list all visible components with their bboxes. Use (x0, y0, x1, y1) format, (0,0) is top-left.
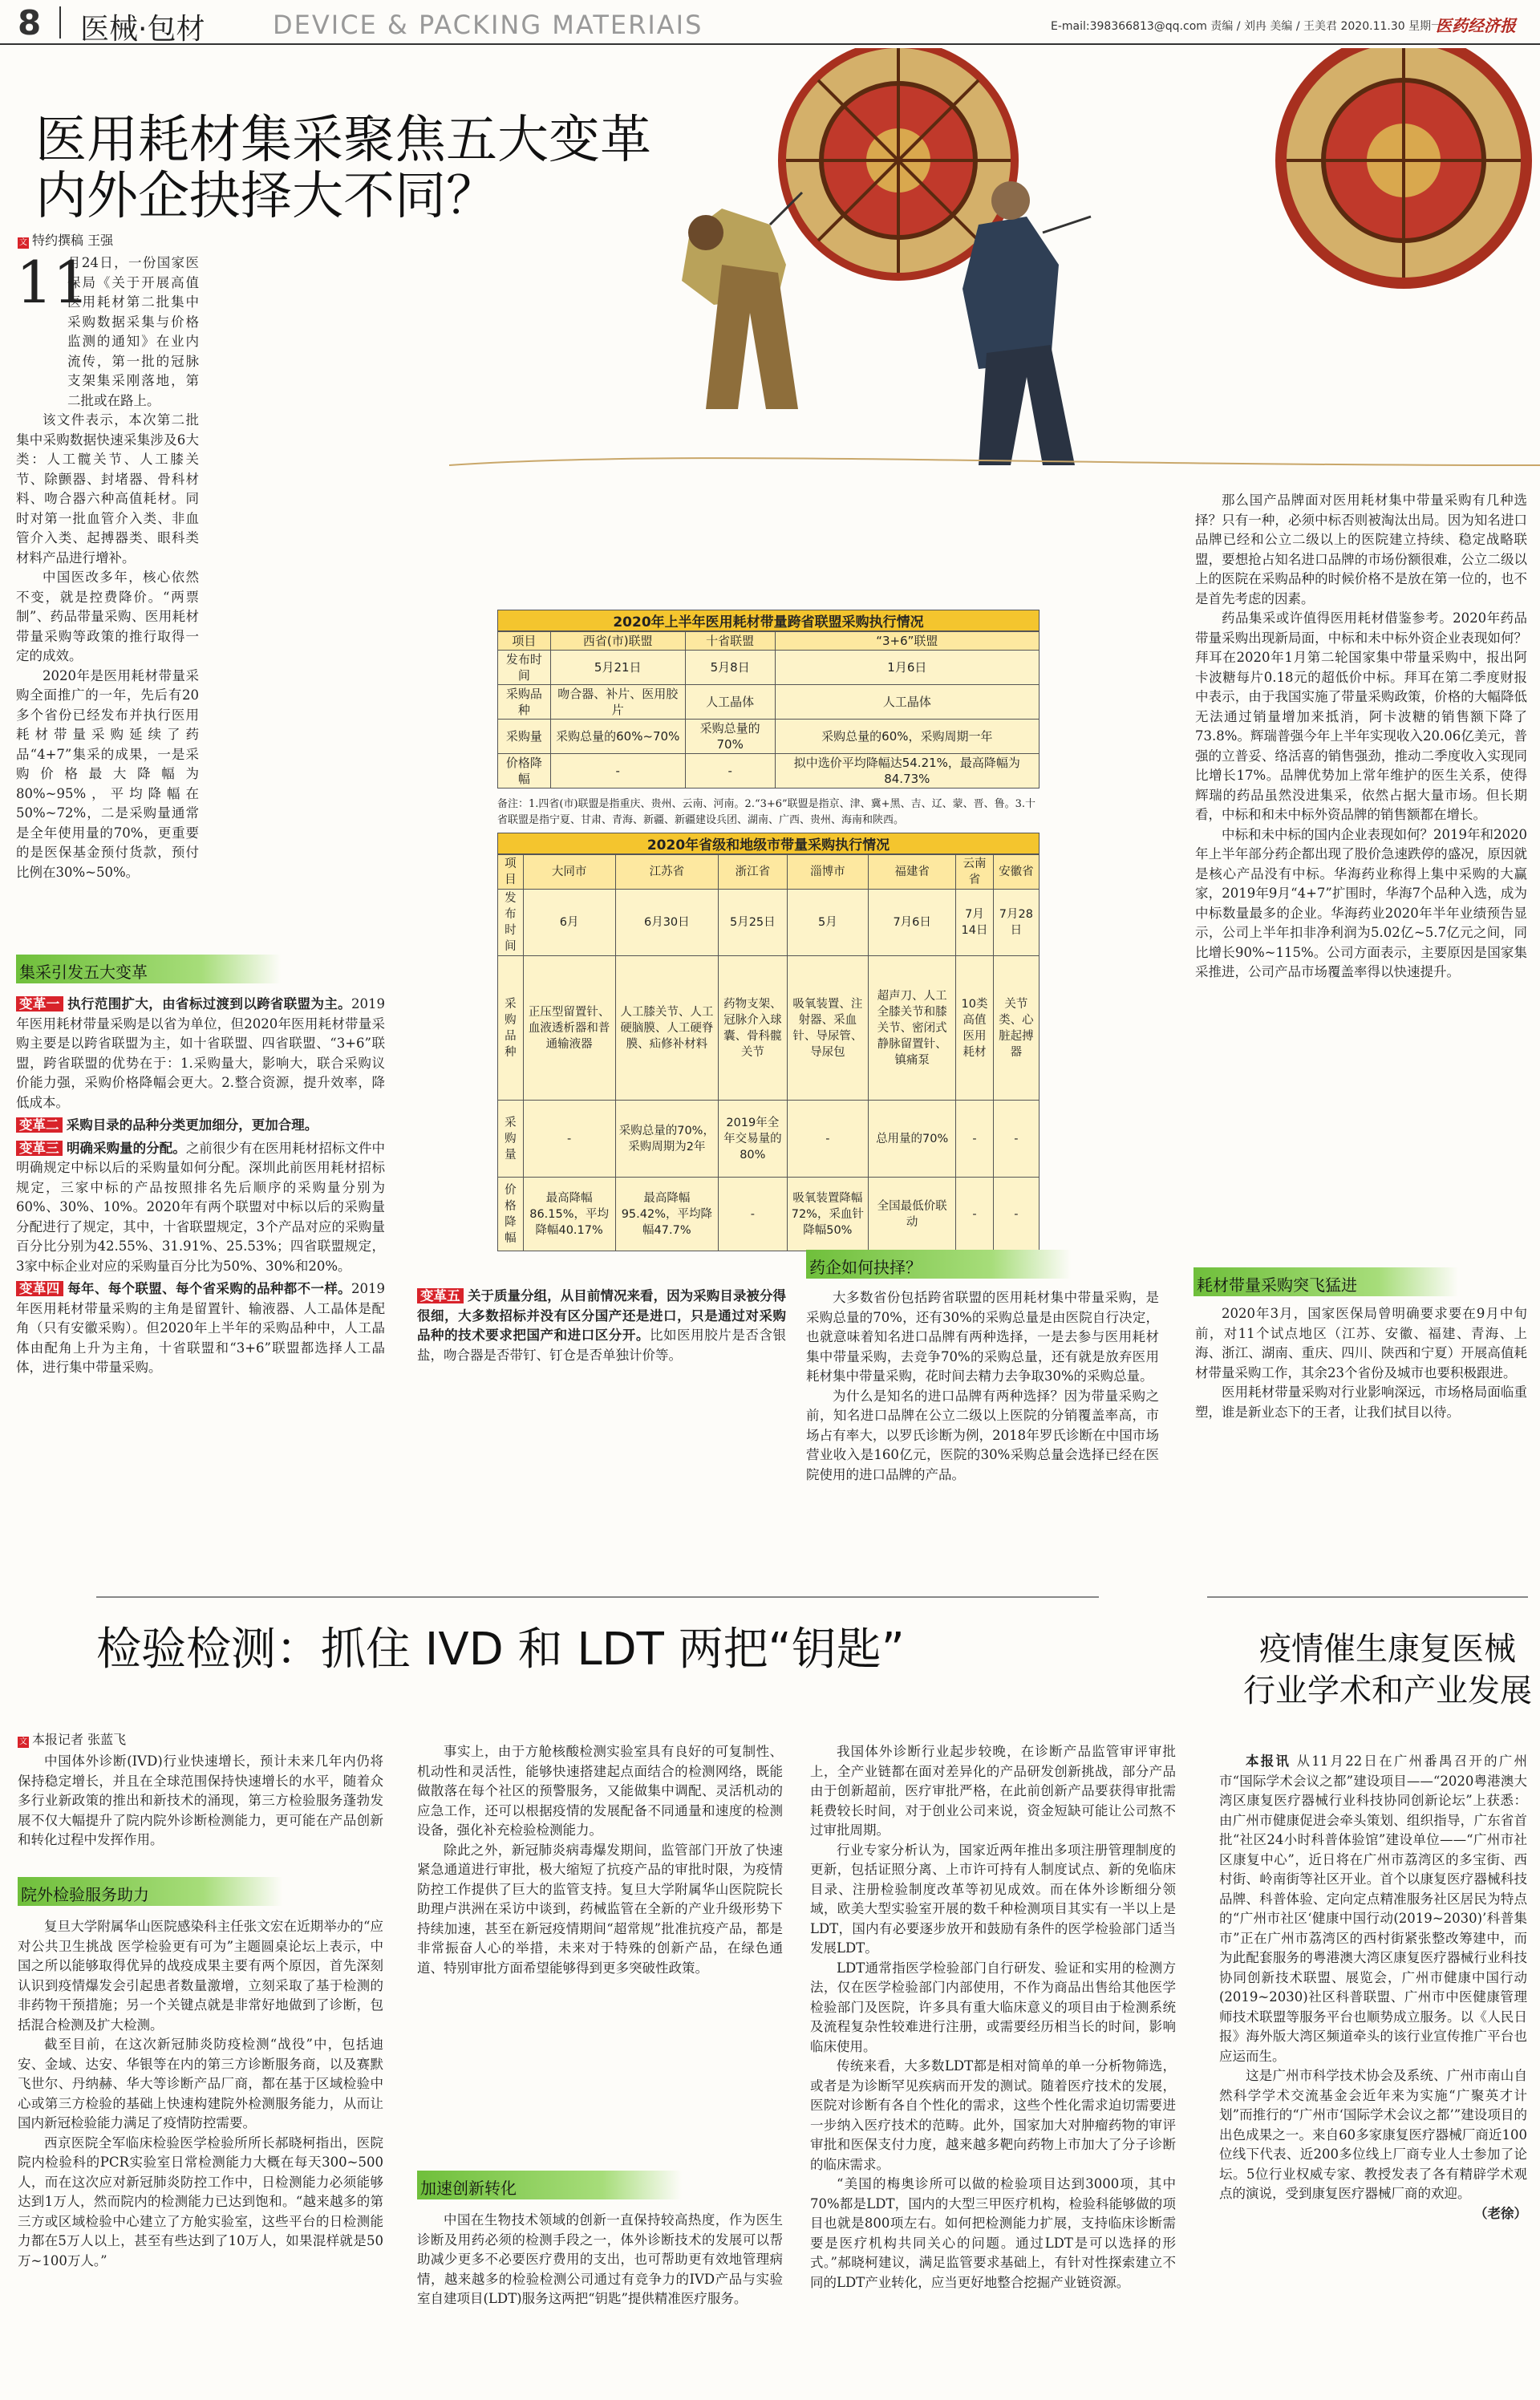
article1-column-4b (1195, 1304, 1527, 1422)
table-cell: 关节类、心脏起搏器 (993, 956, 1039, 1101)
table-header: 十省联盟 (685, 632, 775, 651)
table-cell: - (719, 1178, 787, 1251)
subheading-text: 加速创新转化 (420, 2179, 517, 2198)
table-header: 浙江省 (719, 855, 787, 890)
paragraph: 为什么是知名的进口品牌有两种选择？因为带量采购之前，知名进口品牌在公立二级以上医院的分销覆盖率高，市场占有率大，以罗氏诊断为例，2018年罗氏诊断在中国市场营业收入是160亿元，医院的30%采购总量会选择已经在医院使用的进口品牌的产品。 (806, 1388, 1159, 1482)
paragraph: 医用耗材带量采购对行业影响深远，市场格局面临重塑，谁是新业态下的王者，让我们拭目以待。 (1195, 1384, 1527, 1420)
article2-column-1 (18, 1752, 383, 1851)
table2 (497, 854, 1040, 1251)
subheading-a2-2 (417, 2171, 682, 2199)
table-cell: 最高降幅86.15%，平均降幅40.17% (523, 1178, 615, 1251)
table-cell: 拟中选价平均降幅达54.21%，最高降幅为84.73% (775, 754, 1039, 789)
paragraph: LDT通常指医学检验部门自行研发、验证和实用的检测方法，仅在医学检验部门内部使用，不作为商品出售给其他医学检验部门及医院，许多具有重大临床意义的项目由于检测系统及流程复杂性较难进行注册，或需要经历相当长的时间，影响临床使用。 (810, 1960, 1176, 2054)
table-cell: 6月 (523, 890, 615, 956)
table1-block (497, 610, 1040, 829)
paragraph: 这是广州市科学技术协会及系统、广州市南山自然科学学术交流基金会近年来为实施“广聚英才计划”而推行的“广州市‘国际学术会议之都’”建设项目的出色成果之一。来自60多家康复医疗器械厂商近100位线下代表、近200多位线上厂商专业人士参加了论坛。5位行业权威专家、教授发表了各有精辟学术观点的演说，受到康复医疗器械厂商的欢迎。 (1219, 2068, 1527, 2201)
table-cell: 采购量 (498, 1101, 524, 1178)
paragraph: 药品集采或许值得医用耗材借鉴参考。2020年药品带量采购出现新局面，中标和未中标外资企业表现如何？拜耳在2020年1月第二轮国家集中带量采购中，报出阿卡波糖每片0.18元的超低价中标。拜耳在第二季度财报中表示，由于我国实施了带量采购政策，价格的大幅降低无法通过销量增加来抵消，阿卡波糖的销售额下降了73.8%。辉瑞普强今年上半年实现收入20.06亿美元，普强的立普妥、络活喜的销售强劲，推动二季度收入实现同比增长17%。品牌优势加上常年维护的医生关系，使得辉瑞的药品虽然没进集采，依然占据大量市场。但长期看，中标和和未中标外资品牌的销售额都在增长。 (1195, 610, 1527, 822)
table1-note: 备注：1.四省(市)联盟是指重庆、贵州、云南、河南。2.“3+6”联盟是指京、津、冀+黑、吉、辽、蒙、晋、鲁。3.十省联盟是指宁夏、甘肃、青海、新疆、新疆建设兵团、湖南、广西、贵州、海南和陕西。 (497, 798, 1035, 826)
table-cell: 7月6日 (869, 890, 956, 956)
paragraph: 我国体外诊断行业起步较晚，在诊断产品监管审评审批上，全产业链都在面对差异化的产品研发创新挑战，部分产品由于创新超前，医疗审批严格，在此前创新产品要获得审批需耗费较长时间，对于创业公司来说，资金短缺可能让公司熬不过审批周期。 (810, 1744, 1176, 1838)
change-heading: 采购目录的品种分类更加细分，更加合理。 (66, 1117, 318, 1133)
paragraph: 事实上，由于方舱核酸检测实验室具有良好的可复制性、机动性和灵活性，能够快速搭建起点面结合的检测网络，既能做散落在每个社区的预警服务，又能做集中调配、灵活机动的应急工作，还可以根据疫情的发展配备不同通量和速度的检测设备，强化补充检验检测能力。 (417, 1744, 783, 1838)
table1-title: 2020年上半年医用耗材带量跨省联盟采购执行情况 (497, 610, 1040, 631)
table-cell: 人工晶体 (775, 685, 1039, 720)
paragraph: 中国医改多年，核心依然不变，就是控费降价。“两票制”、药品带量采购、医用耗材带量采购等政策的推行取得一定的成效。 (16, 570, 199, 663)
article1-column-2 (417, 1283, 786, 1365)
byline-text: 本报记者 张蓝飞 (32, 1732, 127, 1747)
author-signature: （老徐） (1474, 2205, 1527, 2221)
change-text: 2019年医用耗材带量采购是以省为单位，但2020年医用耗材带量采购主要是以跨省联盟为主，如十省联盟、四省联盟、“3+6”联盟，跨省联盟的优势在于：1.采购量大，影响大，联合采购议价能力强，采购价格降幅会更大。2.整合资源，提升效率，降低成本。 (16, 996, 386, 1110)
issue-meta: E-mail:398366813@qq.com 责编 / 刘冉 美编 / 王美君 2020.11.30 星期一 (1051, 20, 1443, 33)
table-header: 西省(市)联盟 (550, 632, 685, 651)
table2-block (497, 833, 1040, 1251)
sidebar-rule (1207, 1596, 1528, 1598)
article1-column-1b (16, 995, 385, 1378)
table-cell: 人工晶体 (685, 685, 775, 720)
subheading-text: 药企如何抉择？ (809, 1258, 922, 1277)
table-cell: 采购总量的70% (685, 720, 775, 754)
paragraph: “美国的梅奥诊所可以做的检验项目达到3000项，其中70%都是LDT，国内的大型三甲医疗机构，检验科能够做的项目也就是800项左右。如何把检测能力扩展，支持临床诊断需要是医疗机构共同关心的问题。通过LDT是可以选择的形式。”郝晓柯建议，满足监管要求基础上，有针对性探索建立不同的LDT产业转化，应当更好地整合挖掘产业链资源。 (810, 2176, 1176, 2290)
table-cell: - (787, 1101, 869, 1178)
table-header: 福建省 (869, 855, 956, 890)
headline-line-2: 行业学术和产业发展 (1243, 1672, 1532, 1709)
table-cell: 10类高值医用耗材 (956, 956, 994, 1101)
table-cell: - (993, 1178, 1039, 1251)
article1-column-1 (16, 249, 199, 882)
table-cell: 2019年全年交易量的80% (719, 1101, 787, 1178)
table-cell: - (956, 1101, 994, 1178)
article3-body (1219, 1752, 1527, 2224)
table-cell: 6月30日 (615, 890, 719, 956)
paragraph: 中标和未中标的国内企业表现如何？2019年和2020年上半年部分药企都出现了股价急速跌停的盛况，原因就是核心产品没有中标。华海药业称得上集中采购的大赢家，2019年9月“4+7”扩围时，华海7个品种入选，成为中标数量最多的企业。华海药业2020年半年业绩预告显示，公司上半年扣非净利润为5.02亿~5.7亿元之间，同比增长90%~115%。公司方面表示，主要原因是国家集采推进，公司产品市场覆盖率得以快速提升。 (1195, 826, 1527, 979)
article2-column-1b (18, 1917, 383, 2271)
divider (59, 6, 61, 39)
table-cell: 药物支架、冠脉介入球囊、骨科髋关节 (719, 956, 787, 1101)
table-cell: 发布时间 (498, 890, 524, 956)
table-header: 江苏省 (615, 855, 719, 890)
table-cell: 吸氧装置降幅72%，采血针降幅50% (787, 1178, 869, 1251)
article2-column-2 (417, 1742, 783, 1978)
newspaper-logo: 医药经济报 (1436, 16, 1516, 35)
change-text: 2019年医用耗材带量采购的主角是留置针、输液器、人工晶体是配角（只有安徽采购）。但2020年上半年的采购品种中，人工晶体由配角上升为主角，十省联盟和“3+6”联盟都选择人工晶体，进行集中带量采购。 (16, 1281, 386, 1375)
article1-column-4 (1195, 491, 1527, 983)
headline-line-2: 内外企抉择大不同？ (35, 167, 497, 226)
section-title: 医械·包材 (80, 13, 205, 46)
byline-article-2 (18, 1729, 126, 1748)
table-header: 云南省 (956, 855, 994, 890)
change-heading: 执行范围扩大，由省标过渡到以跨省联盟为主。 (67, 996, 352, 1011)
table-cell: 5月21日 (550, 651, 685, 685)
section-title-en: DEVICE & PACKING MATERIAIS (273, 10, 703, 40)
change-tag: 变革五 (417, 1288, 464, 1303)
change-tag: 变革三 (16, 1141, 63, 1156)
table-cell: 7月14日 (956, 890, 994, 956)
table-cell: 采购总量的70%，采购周期为2年 (615, 1101, 719, 1178)
headline-line-1: 医用耗材集采聚焦五大变革 (35, 111, 651, 170)
change-heading: 明确采购量的分配。 (66, 1140, 186, 1156)
table-header: “3+6”联盟 (775, 632, 1039, 651)
table-header: 项目 (498, 855, 524, 890)
paragraph: 中国体外诊断(IVD)行业快速增长，预计未来几年内仍将保持稳定增长，并且在全球范围保持快速增长的水平，随着众多行业新政策的推出和新技术的涌现，第三方检验服务蓬勃发展不仅大幅提升了院内院外诊断检测能力，更可能在产品创新和转化过程中发挥作用。 (18, 1753, 383, 1847)
change-text: 比如医用胶片是否含银盐，吻合器是否带钉、钉仓是否单独计价等。 (417, 1328, 787, 1363)
paragraph: 中国在生物技术领域的创新一直保持较高热度，作为医生诊断及用药必须的检测手段之一，体外诊断技术的发展可以帮助减少更多不必要医疗费用的支出，也可帮助更有效地管理病情，越来越多的检验检测公司通过有竞争力的IVD产品与实验室自建项目(LDT)服务这两把“钥匙”提供精准医疗服务。 (417, 2212, 783, 2306)
table-cell: - (523, 1101, 615, 1178)
article1-column-3 (806, 1288, 1159, 1485)
headline-article-1 (35, 112, 651, 225)
article2-column-3 (810, 1742, 1176, 2293)
page-number: 8 (18, 3, 42, 43)
table-header: 淄博市 (787, 855, 869, 890)
headline-line-1: 疫情催生康复医械 (1259, 1631, 1516, 1668)
table-cell: 发布时间 (498, 651, 551, 685)
paragraph: 2020年是医用耗材带量采购全面推广的一年，先后有20多个省份已经发布并执行医用耗材带量采购延续了药品“4+7”集采的成果，一是采购价格最大降幅为80%~95%，平均降幅在50%~72%，二是采购量通常是全年使用量的70%，更重要的是医保基金预付货款，预付比例在30%~50%。 (16, 667, 199, 880)
paragraph: 截至目前，在这次新冠肺炎防疫检测“战役”中，包括迪安、金域、达安、华银等在内的第三方诊断服务商，以及赛默飞世尔、丹纳赫、华大等诊断产品厂商，都在基于区域检验中心或第三方检验的基础上快速构建院外检测服务能力，从而让国内新冠检验能力满足了疫情防控需要。 (18, 2037, 383, 2130)
subheading-text: 集采引发五大变革 (19, 963, 148, 982)
table-cell: 吸氧装置、注射器、采血针、导尿管、导尿包 (787, 956, 869, 1101)
article2-column-2b (417, 2211, 783, 2309)
paragraph: 西京医院全军临床检验医学检验所所长郝晓柯指出，医院院内检验科的PCR实验室日常检测能力大概在每天300~500人，而在这次应对新冠肺炎防控工作中，日检测能力必须能够达到1万人，然而院内的检测能力已达到饱和。“越来越多的第三方或区域检验中心建立了方舱实验室，这些平台的日检测能力都在5万人以上，甚至有些达到了10万人，如果混样就是50万~100万人。” (18, 2134, 383, 2268)
table-cell: 全国最低价联动 (869, 1178, 956, 1251)
headline-article-3 (1243, 1628, 1532, 1712)
table-cell: 5月8日 (685, 651, 775, 685)
table2-title: 2020年省级和地级市带量采购执行情况 (497, 833, 1040, 854)
intro-text: 月24日，一份国家医保局《关于开展高值医用耗材第二批集中采购数据采集与价格监测的通知》在业内流传，第一批的冠脉支架集采刚落地，第二批或在路上。 (67, 255, 199, 408)
table-header: 安徽省 (993, 855, 1039, 890)
paragraph: 行业专家分析认为，国家近两年推出多项注册管理制度的更新，包括证照分离、上市许可持有人制度试点、新的免临床目录、注册检验制度改革等初见成效。而在体外诊断细分领域，欧美大型实验室开展的数千种检测项目其实有一半以上是LDT，国内有必要逐步放开和鼓励有条件的医学检验部门适当发展LDT。 (810, 1842, 1176, 1956)
paragraph: 2020年3月，国家医保局曾明确要求要在9月中旬前，对11个试点地区（江苏、安徽、福建、青海、上海、浙江、湖南、重庆、四川、陕西和宁夏）开展高值耗材带量采购工作，其余23个省份及城市也要积极跟进。 (1195, 1306, 1527, 1380)
table-cell: 采购量 (498, 720, 551, 754)
table-cell: 总用量的70% (869, 1101, 956, 1178)
table-cell: 正压型留置针、血液透析器和普通输液器 (523, 956, 615, 1101)
paragraph: 那么国产品牌面对医用耗材集中带量采购有几种选择？只有一种，必须中标否则被淘汰出局。因为知名进口品牌已经和公立二级以上的医院建立持续、稳定战略联盟，要想抢占知名进口品牌的市场份额很难，公立二级以上的医院在采购品种的时候价格不是放在第一位的，也不是首先考虑的因素。 (1195, 493, 1527, 606)
dropcap: 11 (16, 249, 90, 316)
section-divider (96, 1596, 1099, 1598)
table1 (497, 631, 1040, 789)
table-cell: 价格降幅 (498, 754, 551, 789)
table-cell: 5月 (787, 890, 869, 956)
change-tag: 变革一 (16, 996, 63, 1011)
headline-article-2: 检验检测：抓住 IVD 和 LDT 两把“钥匙” (96, 1624, 905, 1676)
table-cell: 价格降幅 (498, 1178, 524, 1251)
table-cell: - (993, 1101, 1039, 1178)
table-header: 项目 (498, 632, 551, 651)
table-cell: 7月28日 (993, 890, 1039, 956)
table-cell: 采购总量的60%，采购周期一年 (775, 720, 1039, 754)
figure-left-thrower (682, 193, 802, 409)
dartboard-right (1275, 48, 1532, 289)
paragraph: 复旦大学附属华山医院感染科主任张文宏在近期举办的“应对公共卫生挑战 医学检验更有可为”主题圆桌论坛上表示，中国之所以能够取得优异的战疫成果主要有两个原因，首先深刻认识到疫情爆发会引起患者数量激增，立刻采取了基于检测的非药物干预措施；另一个关键点就是非常好地做到了诊断，包括混合检测及扩大检测。 (18, 1919, 383, 2033)
lead-label: 本报讯 (1246, 1753, 1291, 1769)
table-cell: 人工膝关节、人工硬脑膜、人工硬脊膜、疝修补材料 (615, 956, 719, 1101)
subheading-2 (806, 1250, 1071, 1279)
subheading-1 (16, 955, 281, 983)
change-tag: 变革二 (16, 1117, 63, 1133)
change-heading: 关于质量分组，从目前情况来看，因为采购目录被分得很细，大多数招标并没有区分国产还是进口，只是通过对采购品种的技术要求把国产和进口区分开。 (417, 1288, 787, 1343)
masthead (0, 0, 1540, 45)
table-cell: 采购总量的60%~70% (550, 720, 685, 754)
change-heading: 每年、每个联盟、每个省采购的品种都不一样。 (67, 1281, 352, 1296)
change-text: 之前很少有在医用耗材招标文件中明确规定中标以后的采购量如何分配。深圳此前医用耗材招标规定，三家中标的产品按照排名先后顺序的采购量分别为60%、30%、10%。2020年有两个联盟对中标以后的采购量分配进行了规定，其中，十省联盟规定，3个产品对应的采购量百分比分别为42.55%、31.91%、25.53%；四省联盟规定，3家中标企业对应的采购量百分比为50%、30%和20%。 (16, 1140, 386, 1274)
table-cell: - (550, 754, 685, 789)
paragraph: 从11月22日在广州番禺召开的广州市“国际学术会议之都”建设项目——“2020粤港澳大湾区康复医疗器械行业科技协同创新论坛”上获悉：由广州市健康促进会牵头策划、组织指导，广东省首批“社区24小时科普体验馆”建设单位——“广州市社区康复中心”，近日将在广州市荔湾区的多宝街、西村街、岭南街等社区开业。首个以康复医疗器械科技品牌、科普体验、定向定点精准服务社区居民为特点的“广州市社区‘健康中国行动(2019~2030)’科普集市”正在广州市荔湾区的西村街紧张整改筹建中，而为此配套服务的粤港澳大湾区康复医疗器械行业科技协同创新技术联盟、展览会，广州市健康中国行动(2019~2030)社区科普联盟、广州市中医健康管理师技术联盟等服务平台也顺势成立服务。以《人民日报》海外版大湾区频道牵头的该行业宣传推广平台也应运而生。 (1219, 1753, 1528, 2064)
paragraph: 除此之外，新冠肺炎病毒爆发期间，监管部门开放了快速紧急通道进行审批，极大缩短了抗疫产品的审批时限，为疫情防控工作提供了巨大的监管支持。复旦大学附属华山医院院长助理卢洪洲在采访中谈到，药械监管在全新的产业升级形势下持续加速，甚至在新冠疫情期间“超常规”批准抗疫产品，都是非常振奋人心的举措，未来对于特殊的创新产品，在绿色通道、特别审批方面希望能够得到更多突破性政策。 (417, 1842, 783, 1976)
subheading-text: 院外检验服务助力 (21, 1885, 149, 1904)
subheading-3 (1194, 1267, 1458, 1296)
paragraph: 传统来看，大多数LDT都是相对简单的单一分析物筛选，或者是为诊断罕见疾病而开发的测试。随着医疗技术的发展，医院对诊断有各自个性化的需求，这些个性化需求迫切需要进一步纳入医疗技术的范畴。此外，国家加大对肿瘤药物的审评审批和医保支付力度，越来越多靶向药物上市加大了分子诊断的临床需求。 (810, 2058, 1176, 2172)
subheading-a2-1 (18, 1877, 282, 1906)
table-cell: 超声刀、人工全膝关节和膝关节、密闭式静脉留置针、镇痛泵 (869, 956, 956, 1101)
byline-marker-icon: 文 (19, 238, 27, 247)
change-tag: 变革四 (16, 1281, 63, 1296)
byline-marker-icon: 文 (19, 1737, 27, 1746)
paragraph: 该文件表示，本次第二批集中采购数据快速采集涉及6大类：人工髋关节、人工膝关节、除颤器、封堵器、骨科材料、吻合器六种高值耗材。同时对第一批血管介入类、非血管介入类、起搏器类、眼科类材料产品进行增补。 (16, 412, 199, 566)
byline-text: 特约撰稿 王强 (32, 233, 114, 248)
byline-article-1 (18, 230, 113, 249)
subheading-text: 耗材带量采购突飞猛进 (1197, 1275, 1357, 1295)
table-cell: 最高降幅95.42%，平均降幅47.7% (615, 1178, 719, 1251)
table-cell: 吻合器、补片、医用胶片 (550, 685, 685, 720)
table-cell: 1月6日 (775, 651, 1039, 685)
table-cell: 采购品种 (498, 685, 551, 720)
table-header: 大同市 (523, 855, 615, 890)
table-cell: - (685, 754, 775, 789)
table-cell: - (956, 1178, 994, 1251)
paragraph: 大多数省份包括跨省联盟的医用耗材集中带量采购，是采购总量的70%，还有30%的采购总量是由医院自行决定，也就意味着知名进口品牌有两种选择，一是去参与医用耗材集中带量采购，去竞争70%的采购总量，还有就是放弃医用耗材集中带量采购，花时间去精力去争取30%的采购总量。 (806, 1290, 1159, 1384)
table-cell: 5月25日 (719, 890, 787, 956)
table-cell: 采购品种 (498, 956, 524, 1101)
